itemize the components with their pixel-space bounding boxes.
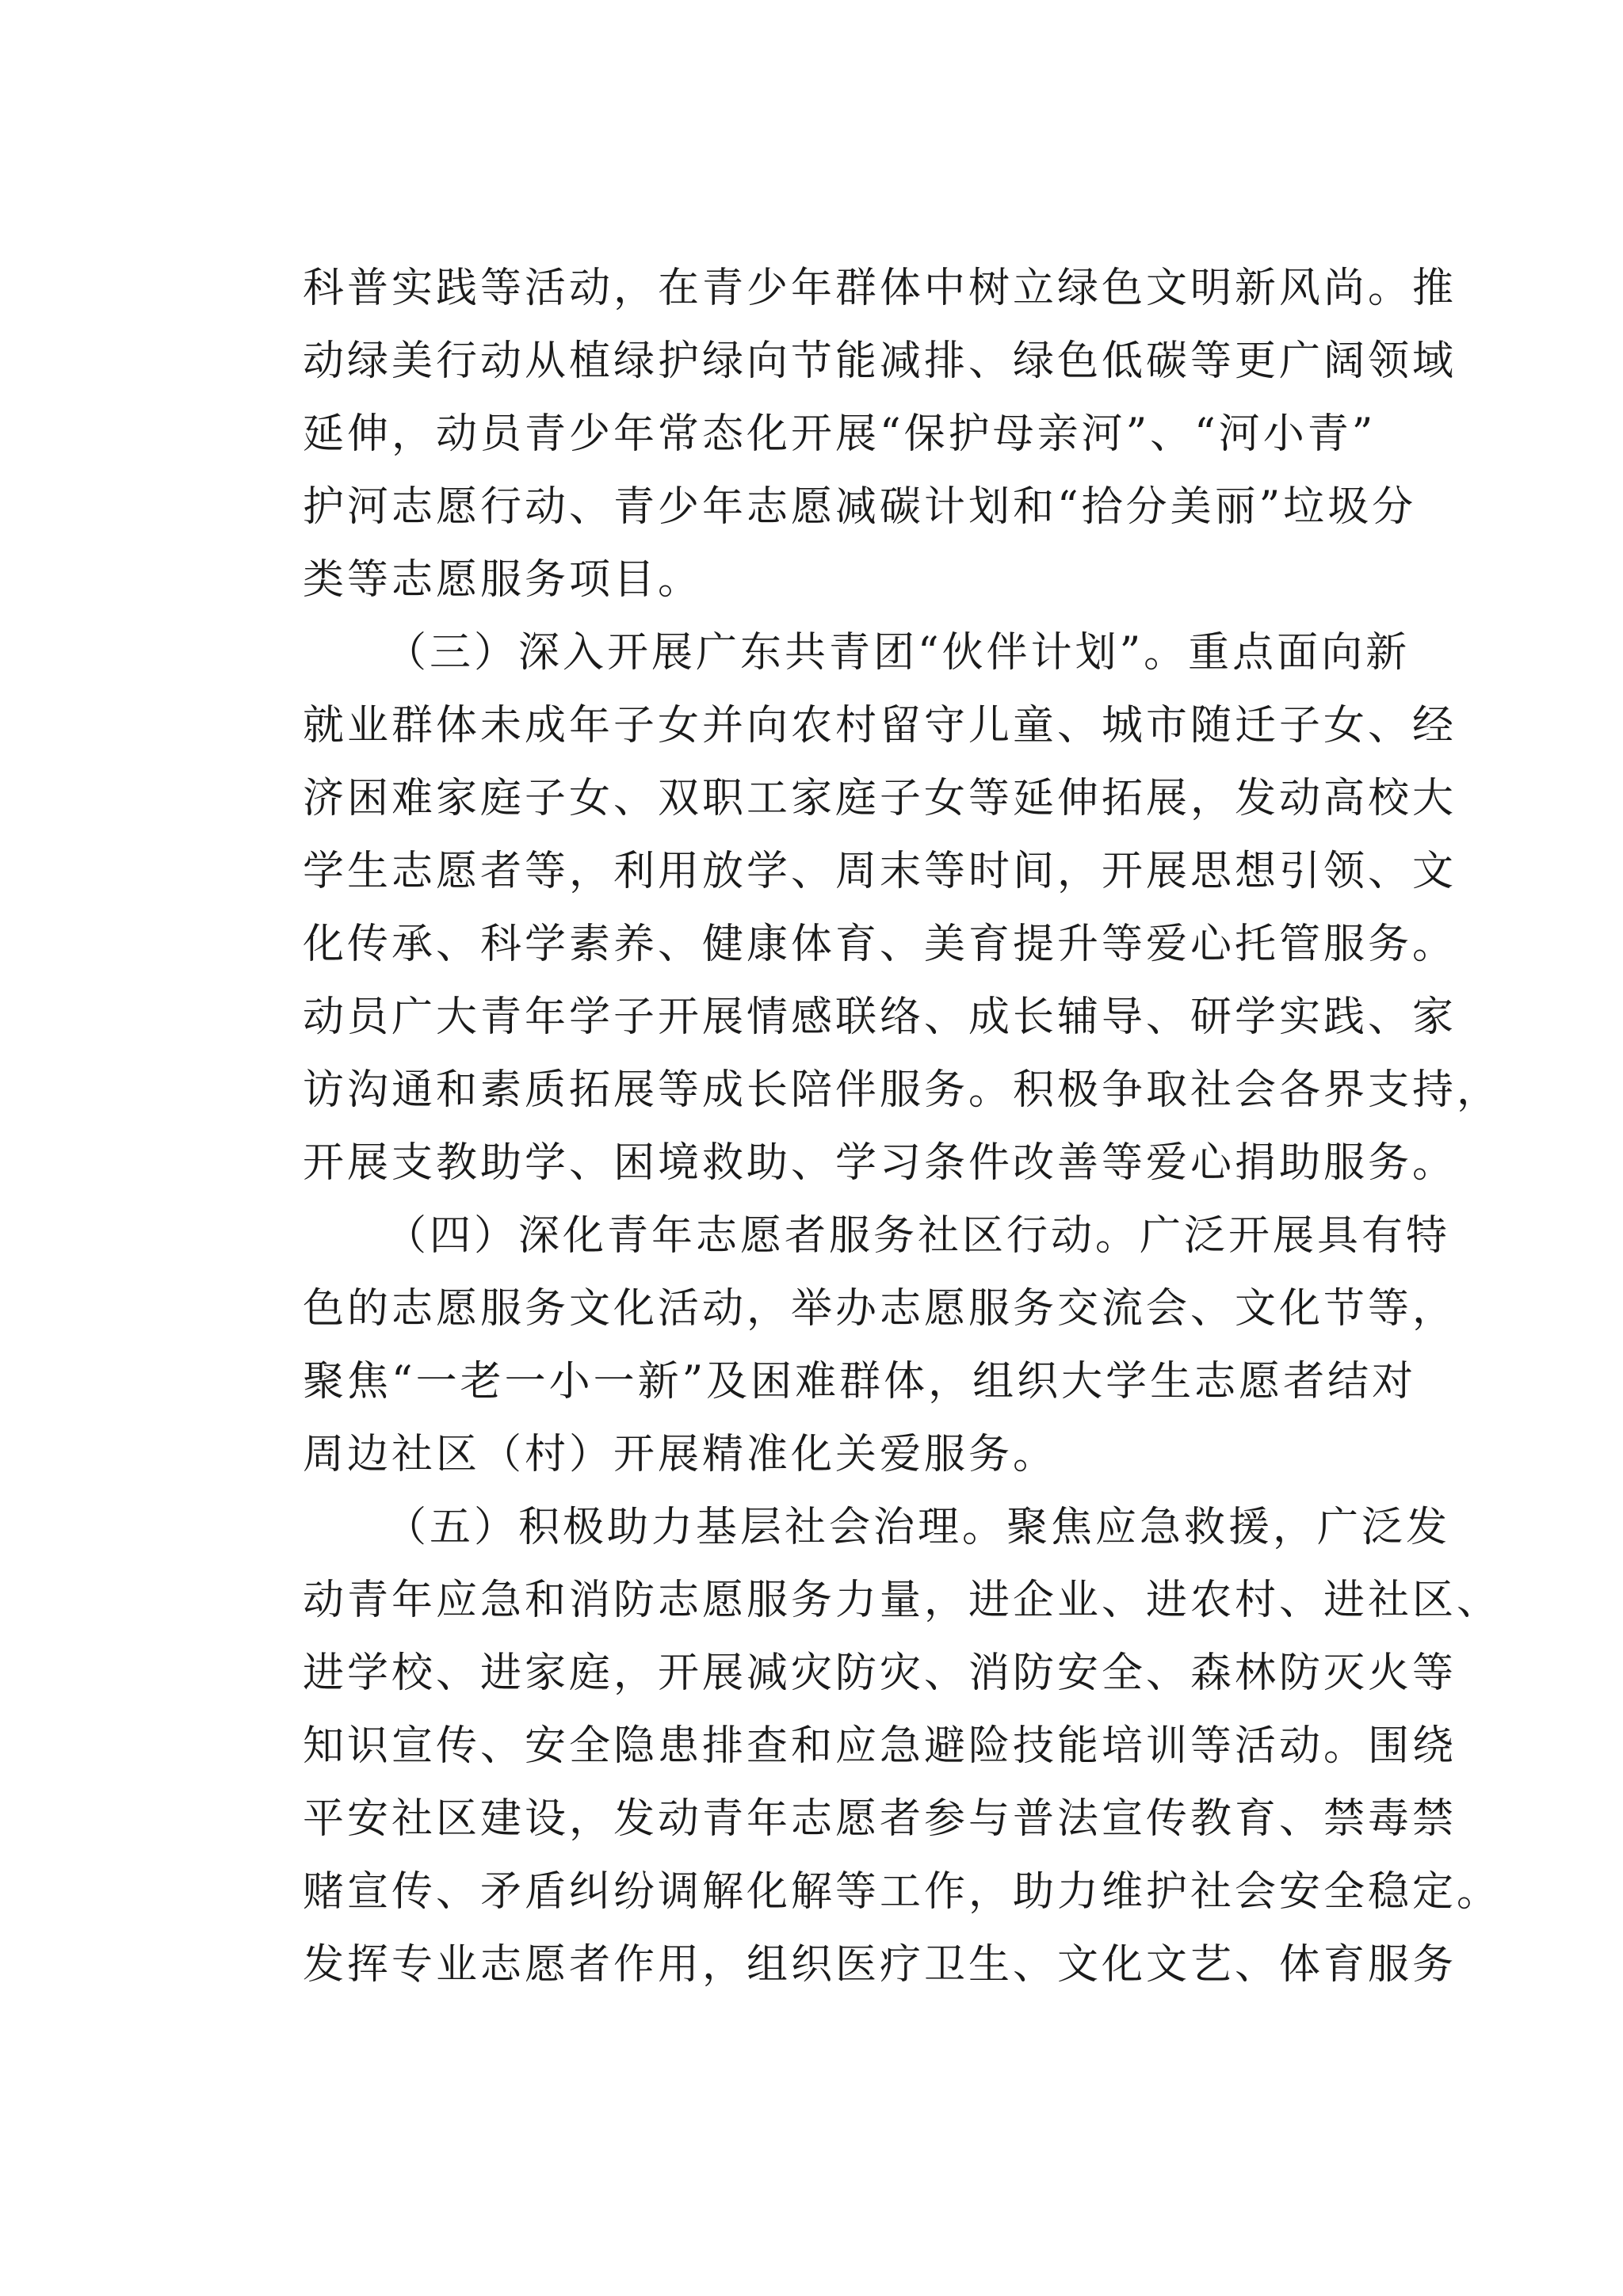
paragraph-line: 动员广大青年学子开展情感联络、成长辅导、研学实践、家: [303, 994, 1457, 1041]
paragraph-line: 发挥专业志愿者作用，组织医疗卫生、文化文艺、体育服务: [303, 1941, 1457, 1989]
paragraph-line: 延伸，动员青少年常态化开展“保护母亲河”、“河小青”: [303, 410, 1377, 458]
paragraph-3: [303, 1199, 1457, 1491]
paragraph-line: 学生志愿者等，利用放学、周末等时间，开展思想引领、文: [303, 848, 1457, 895]
paragraph-line: 类等志愿服务项目。: [303, 556, 703, 604]
paragraph-line: 科普实践等活动，在青少年群体中树立绿色文明新风尚。推: [303, 265, 1457, 312]
body-text: [303, 252, 1502, 2001]
paragraph-line: 就业群体未成年子女并向农村留守儿童、城市随迁子女、经: [303, 702, 1457, 749]
paragraph-line: 动绿美行动从植绿护绿向节能减排、绿色低碳等更广阔领域: [303, 338, 1457, 385]
paragraph-1: [303, 252, 1457, 616]
paragraph-heading-line: （四）深化青年志愿者服务社区行动。广泛开展具有特: [385, 1212, 1451, 1260]
paragraph-heading-line: （三）深入开展广东共青团“伙伴计划”。重点面向新: [385, 629, 1411, 677]
paragraph-line: 聚焦“一老一小一新”及困难群体，组织大学生志愿者结对: [303, 1358, 1417, 1405]
paragraph-heading-line: （五）积极助力基层社会治理。聚焦应急救援，广泛发: [385, 1504, 1451, 1551]
paragraph-line: 赌宣传、矛盾纠纷调解化解等工作，助力维护社会安全稳定。: [303, 1868, 1502, 1916]
paragraph-2: [303, 616, 1502, 1199]
paragraph-line: 化传承、科学素养、健康体育、美育提升等爱心托管服务。: [303, 921, 1457, 968]
paragraph-line: 动青年应急和消防志愿服务力量，进企业、进农村、进社区、: [303, 1577, 1502, 1624]
paragraph-line: 知识宣传、安全隐患排查和应急避险技能培训等活动。围绕: [303, 1722, 1457, 1770]
paragraph-line: 访沟通和素质拓展等成长陪伴服务。积极争取社会各界支持，: [303, 1066, 1502, 1114]
paragraph-line: 护河志愿行动、青少年志愿减碳计划和“拾分美丽”垃圾分: [303, 483, 1417, 531]
paragraph-4: [303, 1491, 1502, 2001]
paragraph-line: 进学校、进家庭，开展减灾防灾、消防安全、森林防灭火等: [303, 1650, 1457, 1697]
paragraph-line: 周边社区（村）开展精准化关爱服务。: [303, 1431, 1058, 1478]
paragraph-line: 开展支教助学、困境救助、学习条件改善等爱心捐助服务。: [303, 1139, 1457, 1187]
paragraph-line: 色的志愿服务文化活动，举办志愿服务交流会、文化节等，: [303, 1285, 1457, 1333]
paragraph-line: 平安社区建设，发动青年志愿者参与普法宣传教育、禁毒禁: [303, 1795, 1457, 1843]
paragraph-line: 济困难家庭子女、双职工家庭子女等延伸拓展，发动高校大: [303, 775, 1457, 822]
